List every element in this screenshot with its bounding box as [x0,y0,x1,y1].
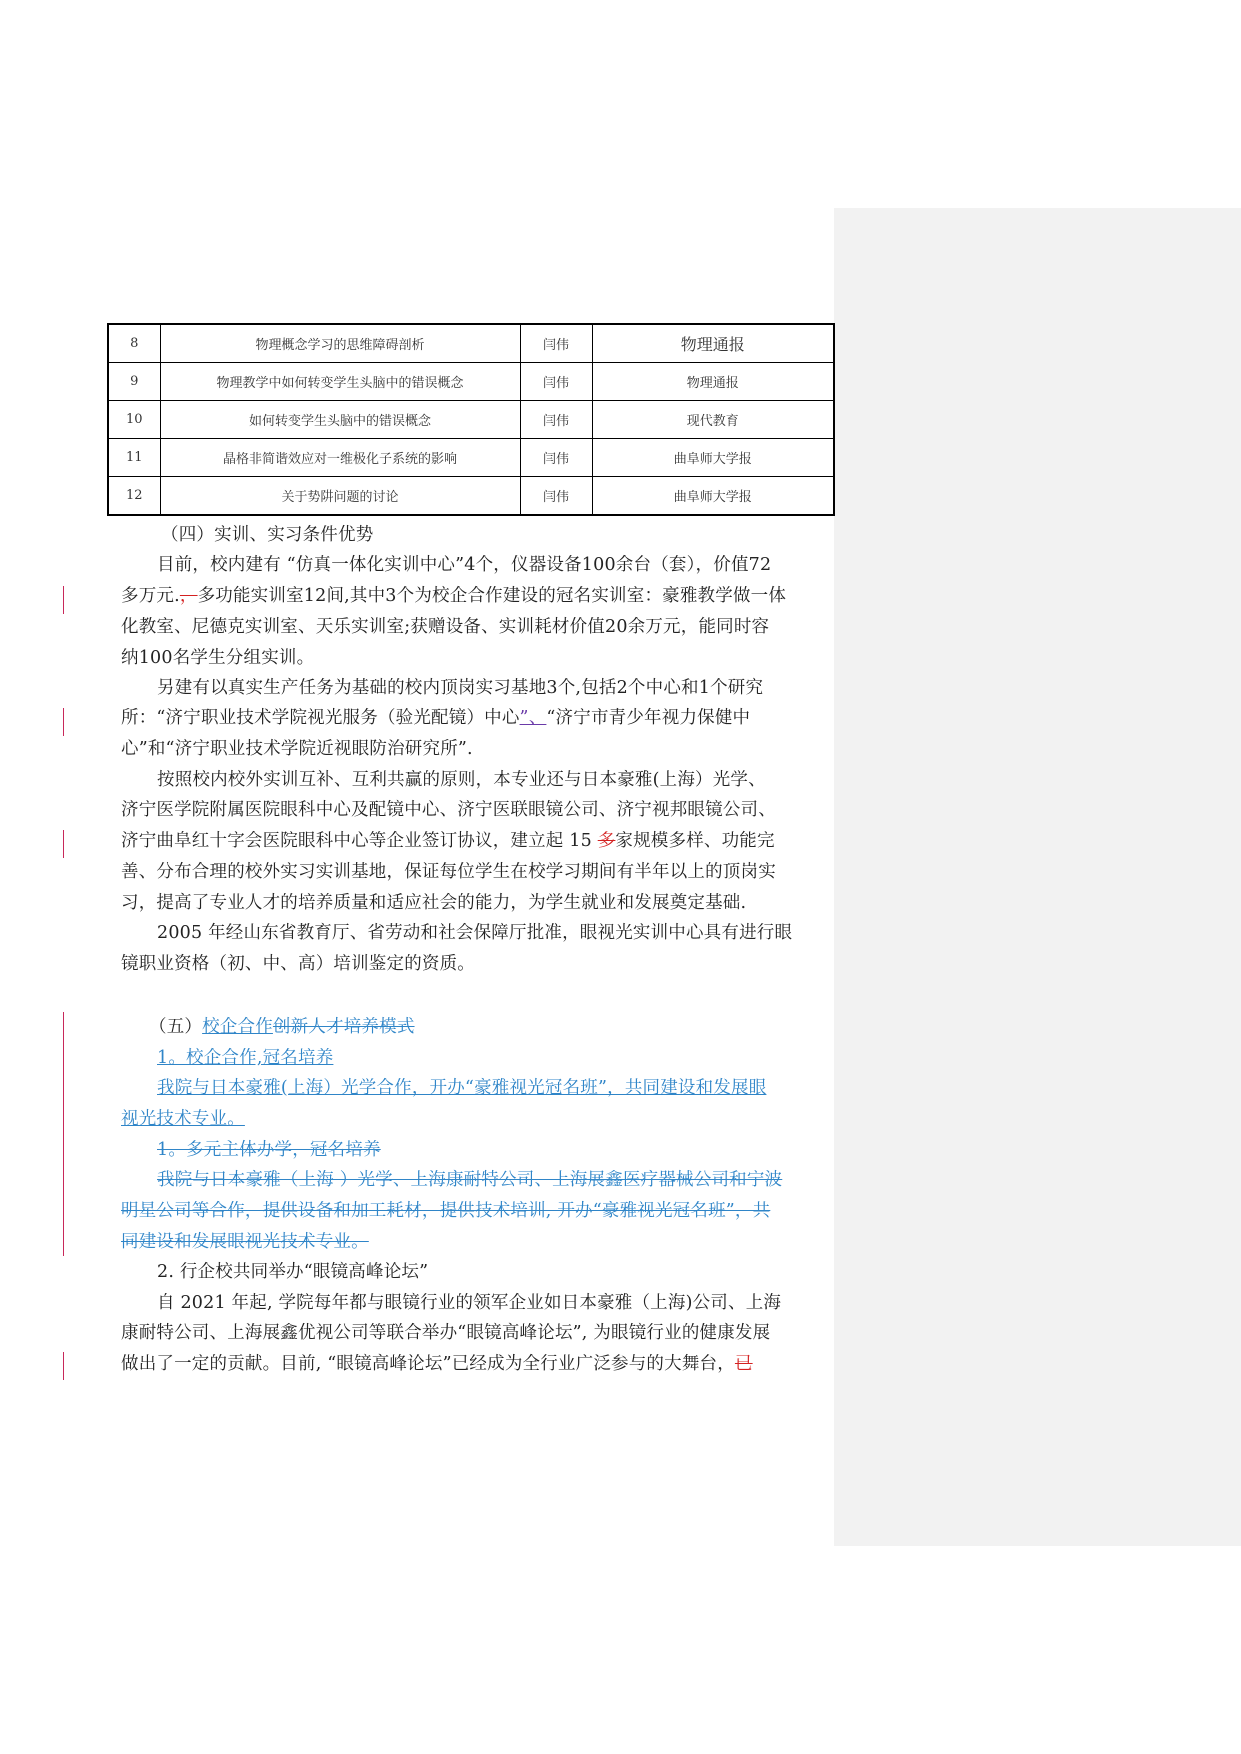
author: 闫伟 [520,401,592,439]
paragraph-line: 济宁医学院附属医院眼科中心及配镜中心、济宁医联眼镜公司、济宁视邦眼镜公司、 [121,800,776,820]
paper-title: 晶格非简谐效应对一维极化子系统的影响 [160,439,520,477]
paragraph-line: 按照校内校外实训互补、互利共赢的原则，本专业还与日本豪雅(上海）光学、 [157,770,766,790]
inserted-text: ”、 [519,708,547,728]
deleted-text: 明星公司等合作，提供设备和加工耗材，提供技术培训, 开办“豪雅视光冠名班”，共 [121,1201,771,1221]
deleted-text: 创新人才培养模式 [272,1017,415,1037]
paragraph-line [121,1073,857,1104]
inserted-text: 我院与日本豪雅(上海）光学合作，开办“豪雅视光冠名班”，共同建设和发展眼 [157,1078,767,1098]
text-run: 做出了一定的贡献。目前, “眼镜高峰论坛”已经成为全行业广泛参与的大舞台， [121,1354,735,1374]
journal: 曲阜师大学报 [592,439,834,477]
author: 闫伟 [520,477,592,516]
paper-title: 物理概念学习的思维障碍剖析 [160,324,520,363]
table-row [108,439,834,477]
paragraph-line: 心”和“济宁职业技术学院近视眼防治研究所”. [121,739,473,759]
deleted-text: 我院与日本豪雅（上海 ）光学、上海康耐特公司、上海展鑫医疗器械公司和宁波 [157,1170,783,1190]
publication-table [107,323,835,516]
paragraph-line: 康耐特公司、上海展鑫优视公司等联合举办“眼镜高峰论坛”, 为眼镜行业的健康发展 [121,1323,771,1343]
paragraph-line: 自 2021 年起, 学院每年都与眼镜行业的领军企业如日本豪雅（上海)公司、上海 [157,1293,782,1313]
subheading-line [121,1135,857,1166]
row-number: 10 [108,401,160,439]
journal: 现代教育 [592,401,834,439]
text-run: 多万元. [121,586,180,606]
paragraph-line: 2005 年经山东省教育厅、省劳动和社会保障厅批准，眼视光实训中心具有进行眼 [157,923,793,943]
paragraph-line [121,703,821,734]
row-number: 9 [108,363,160,401]
paragraph-line [121,1165,857,1196]
deleted-subheading: 1。多元主体办学，冠名培养 [157,1140,381,1160]
change-bar [63,708,64,736]
paper-title: 关于势阱问题的讨论 [160,477,520,516]
paper-title: 如何转变学生头脑中的错误概念 [160,401,520,439]
paragraph-line [121,1196,821,1227]
deleted-text: 已 [734,1354,753,1374]
inserted-text: 校企合作 [202,1017,273,1037]
journal: 曲阜师大学报 [592,477,834,516]
table-row [108,363,834,401]
deleted-text: 多 [597,831,616,851]
paragraph-line: 另建有以真实生产任务为基础的校内顶岗实习基地3个,包括2个中心和1个研究 [157,678,764,698]
text-run: 所：“济宁职业技术学院视光服务（验光配镜）中心 [121,708,520,728]
deleted-text: ， [179,586,198,606]
inserted-text: 视光技术专业。 [121,1109,245,1129]
author: 闫伟 [520,363,592,401]
change-bar [63,1012,64,1256]
journal: 物理通报 [592,324,834,363]
text-run: 家规模多样、功能完 [615,831,775,851]
subheading-line [121,1043,857,1074]
paragraph-line [121,1349,821,1380]
paper-title: 物理教学中如何转变学生头脑中的错误概念 [160,363,520,401]
author: 闫伟 [520,324,592,363]
row-number: 12 [108,477,160,516]
paragraph-line [121,826,821,857]
paragraph-line: 善、分布合理的校外实习实训基地，保证每位学生在校学习期间有半年以上的顶岗实 [121,862,776,882]
table-row [108,477,834,516]
paragraph-line: 习，提高了专业人才的培养质量和适应社会的能力，为学生就业和发展奠定基础. [121,893,747,913]
change-bar [63,586,64,614]
change-bar [63,1352,64,1380]
paragraph-line: 目前，校内建有 “仿真一体化实训中心”4个，仪器设备100余台（套），价值72 [157,555,772,575]
author: 闫伟 [520,439,592,477]
paragraph-line: 镜职业资格（初、中、高）培训鉴定的资质。 [121,954,475,974]
section-heading: （四）实训、实习条件优势 [161,525,374,545]
section-heading [121,1012,849,1043]
row-number: 11 [108,439,160,477]
inserted-subheading: 1。校企合作,冠名培养 [157,1048,334,1068]
change-bar [63,830,64,858]
paragraph-line [121,1227,821,1258]
text-run: “济宁市青少年视力保健中 [546,708,751,728]
table-row [108,401,834,439]
deleted-text: 同建设和发展眼视光技术专业。 [121,1232,369,1252]
heading-prefix: （五） [149,1017,203,1037]
text-run: 济宁曲阜红十字会医院眼科中心等企业签订协议，建立起 15 [121,831,598,851]
row-number: 8 [108,324,160,363]
comment-pane [834,208,1241,1546]
text-run: 多功能实训室12间,其中3个为校企合作建设的冠名实训室：豪雅教学做一体 [197,586,787,606]
subheading-line: 2. 行企校共同举办“眼镜高峰论坛” [157,1262,429,1282]
paragraph-line: 纳100名学生分组实训。 [121,648,315,668]
paragraph-line: 化教室、尼德克实训室、天乐实训室;获赠设备、实训耗材价值20余万元，能同时容 [121,617,770,637]
paragraph-line [121,1104,821,1135]
paragraph-line [121,581,821,612]
journal: 物理通报 [592,363,834,401]
table-row [108,324,834,363]
